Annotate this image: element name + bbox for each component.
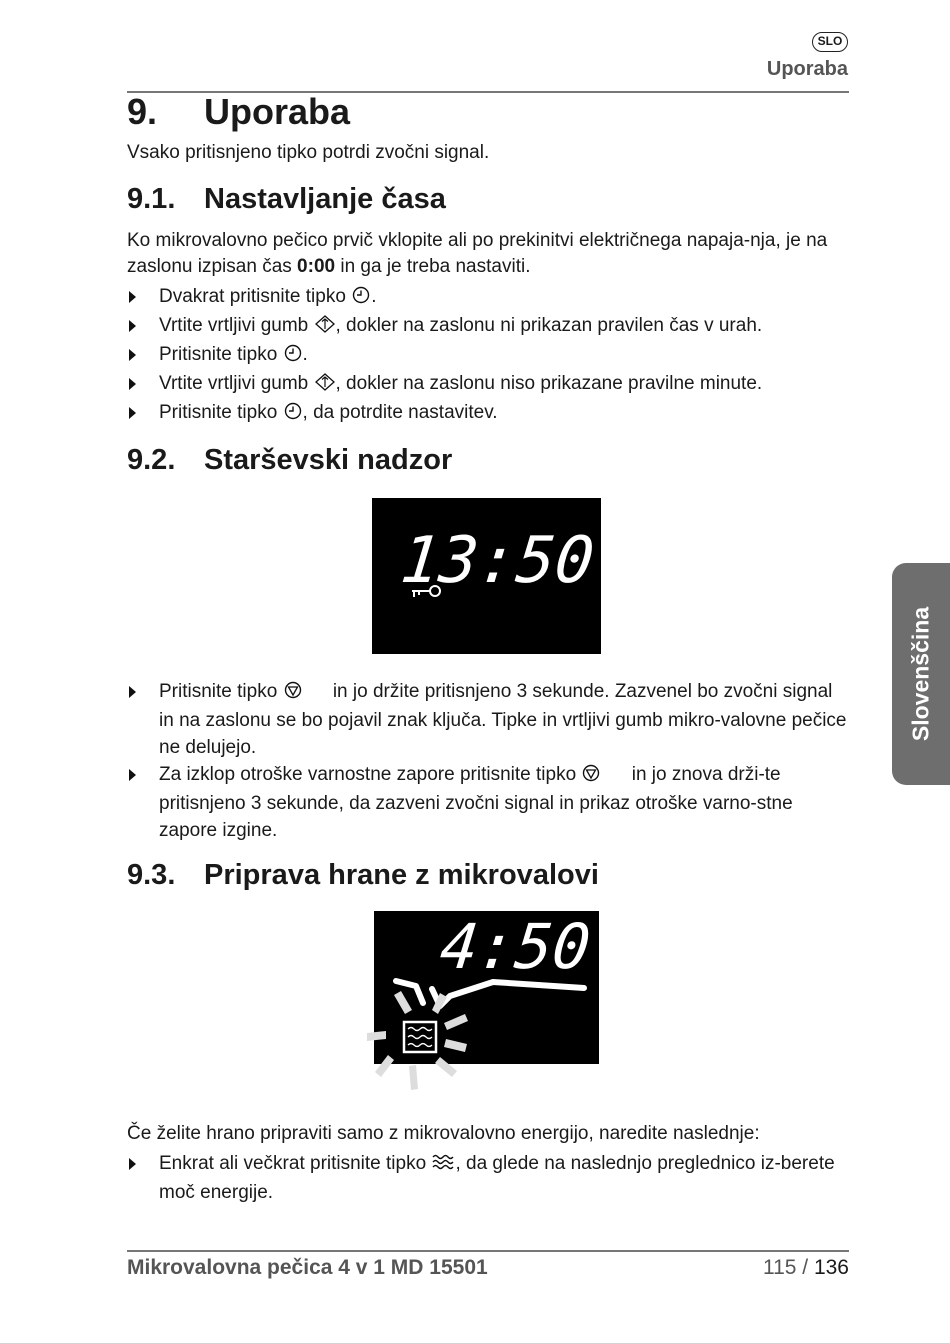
step-text: , dokler na zaslonu ni prikazan pravilen čas v urah. [335, 315, 763, 336]
step-text: , da glede na naslednjo preglednico iz-berete moč energije. [159, 1153, 835, 1203]
step-text: Pritisnite tipko [159, 402, 283, 423]
rotary-knob-icon [315, 372, 335, 399]
step-text: Enkrat ali večkrat pritisnite tipko [159, 1153, 432, 1174]
section-9-1-paragraph [127, 228, 847, 280]
step-text: . [371, 286, 377, 307]
bullet-arrow-icon [129, 378, 136, 390]
section-heading-9-3 [127, 859, 599, 892]
footer-rule [127, 1250, 849, 1252]
footer-title: Mikrovalovna pečica 4 v 1 MD 15501 [127, 1256, 488, 1279]
paragraph-text: Ko mikrovalovno pečico prvič vklopite ali po prekinitvi električnega napaja-nja, je na zaslonu izpisan čas [127, 230, 828, 277]
paragraph-text: in ga je treba nastaviti. [335, 256, 531, 277]
header-section-title: Uporaba [766, 58, 848, 80]
section-title: Starševski nadzor [204, 444, 453, 476]
clock-icon [284, 343, 302, 370]
page-number [763, 1256, 849, 1280]
bullet-arrow-icon [129, 769, 136, 781]
clock-icon [352, 285, 370, 312]
step-text: in jo držite pritisnjeno 3 sekunde. Zazvenel bo zvočni signal in na zaslonu se bo pojavil znak ključa. Tipke in vrtljivi gumb mikro-valovne pečice ne delujejo. [159, 681, 847, 758]
microwave-wave-icon [432, 1152, 454, 1179]
child-lock-button-icon [284, 680, 302, 707]
bullet-arrow-icon [129, 349, 136, 361]
bullet-arrow-icon [129, 320, 136, 332]
list-item [127, 312, 849, 341]
side-tab-label: Slovenščina [907, 606, 934, 742]
display-time: 13:50 [397, 523, 598, 598]
list-item [127, 283, 849, 312]
bullet-arrow-icon [129, 1158, 136, 1170]
section-title: Nastavljanje časa [204, 183, 446, 215]
section-9-1-steps [127, 283, 849, 428]
chapter-title: Uporaba [204, 91, 351, 132]
step-text: Pritisnite tipko [159, 681, 283, 702]
section-number: 9.1. [127, 183, 176, 215]
section-number: 9.3. [127, 859, 176, 891]
bullet-arrow-icon [129, 407, 136, 419]
list-item [127, 678, 849, 761]
step-text: Vrtite vrtljivi gumb [159, 373, 314, 394]
clock-icon [284, 401, 302, 428]
step-text: Za izklop otroške varnostne zapore pritisnite tipko [159, 764, 582, 785]
time-value: 0:00 [297, 256, 336, 277]
list-item [127, 370, 849, 399]
section-heading-9-1 [127, 183, 446, 216]
list-item [127, 1150, 849, 1206]
chapter-intro: Vsako pritisnjeno tipko potrdi zvočni signal. [127, 142, 490, 163]
step-text: . [302, 344, 308, 365]
language-side-tab [892, 563, 950, 785]
display-time: 4:50 [436, 911, 594, 983]
step-text: , da potrdite nastavitev. [302, 402, 498, 423]
current-page: 115 [762, 1256, 797, 1279]
step-text: , dokler na zaslonu niso prikazane pravilne minute. [335, 373, 763, 394]
display-child-lock [372, 498, 601, 654]
section-9-3-steps [127, 1150, 849, 1206]
language-badge: SLO [812, 32, 848, 52]
page-separator: / [796, 1256, 814, 1279]
step-text: in jo znova drži-te pritisnjeno 3 sekunde, da zazveni zvočni signal in prikaz otroške varno-stne zapore izgine. [159, 764, 793, 841]
section-heading-9-2 [127, 444, 452, 477]
step-text: Pritisnite tipko [159, 344, 283, 365]
chapter-heading [127, 91, 350, 133]
bullet-arrow-icon [129, 686, 136, 698]
section-title: Priprava hrane z mikrovalovi [204, 859, 599, 891]
step-text: Vrtite vrtljivi gumb [159, 315, 314, 336]
list-item [127, 399, 849, 428]
chapter-number: 9. [127, 91, 158, 132]
section-9-2-steps [127, 678, 849, 844]
microwave-icon [404, 1022, 436, 1052]
section-number: 9.2. [127, 444, 176, 476]
section-9-3-paragraph: Če želite hrano pripraviti samo z mikrovalovno energijo, naredite naslednje: [127, 1123, 760, 1144]
rotary-knob-icon [315, 314, 335, 341]
display-microwave [360, 911, 605, 1093]
list-item [127, 341, 849, 370]
step-text: Dvakrat pritisnite tipko [159, 286, 352, 307]
total-pages: 136 [813, 1256, 849, 1279]
child-lock-button-icon [582, 763, 600, 790]
bullet-arrow-icon [129, 291, 136, 303]
list-item [127, 761, 849, 844]
